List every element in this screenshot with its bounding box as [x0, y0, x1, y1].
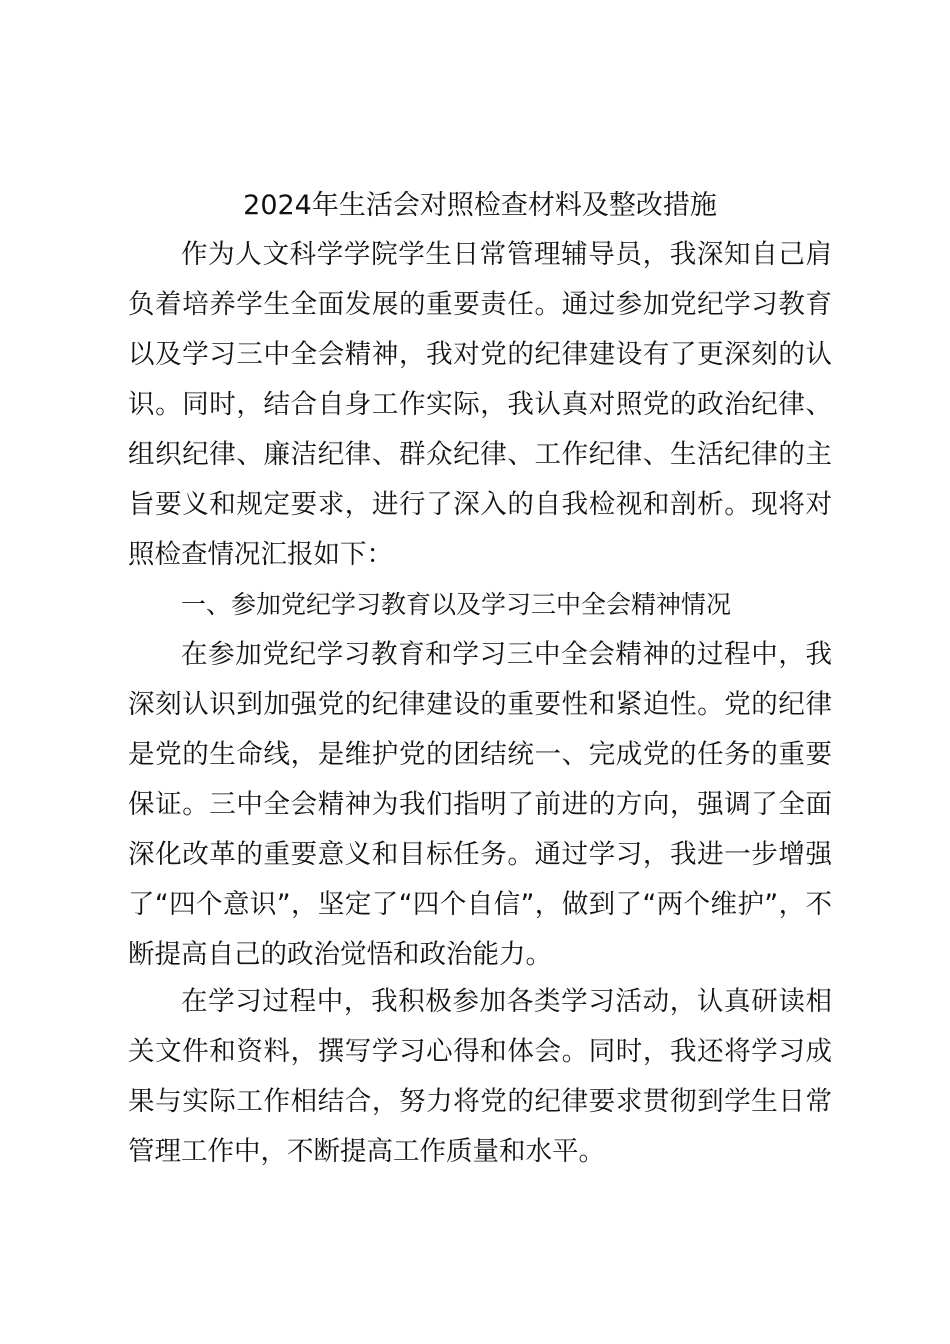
document-title: 2024年生活会对照检查材料及整改措施 — [243, 190, 717, 221]
section-heading: 一、参加党纪学习教育以及学习三中全会精神情况 — [181, 590, 732, 619]
body-paragraph: 在学习过程中，我积极参加各类学习活动，认真研读相关文件和资料，撰写学习心得和体会。同时，我还将学习成果与实际工作相结合，努力将党的纪律要求贯彻到学生日常管理工作中，不断提高工作质量和水平。 — [128, 986, 832, 1167]
body-paragraph: 在参加党纪学习教育和学习三中全会精神的过程中，我深刻认识到加强党的纪律建设的重要性和紧迫性。党的纪律是党的生命线，是维护党的团结统一、完成党的任务的重要保证。三中全会精神为我们指明了前进的方向，强调了全面深化改革的重要意义和目标任务。通过学习，我进一步增强了“四个意识”，坚定了“四个自信”，做到了“两个维护”，不断提高自己的政治觉悟和政治能力。 — [128, 639, 832, 970]
intro-paragraph: 作为人文科学学院学生日常管理辅导员，我深知自己肩负着培养学生全面发展的重要责任。通过参加党纪学习教育以及学习三中全会精神，我对党的纪律建设有了更深刻的认识。同时，结合自身工作实际，我认真对照党的政治纪律、组织纪律、廉洁纪律、群众纪律、工作纪律、生活纪律的主旨要义和规定要求，进行了深入的自我检视和剖析。现将对照检查情况汇报如下： — [128, 239, 832, 570]
